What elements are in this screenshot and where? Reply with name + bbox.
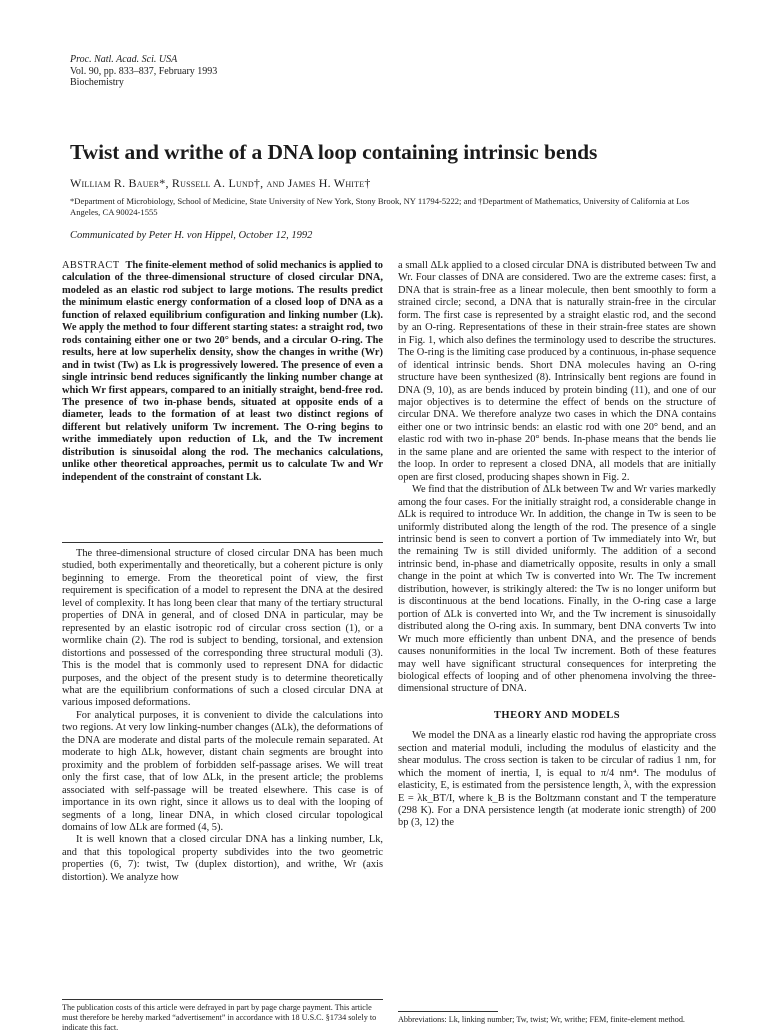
section-heading: THEORY AND MODELS (493, 709, 621, 721)
body-paragraph-continued: a small ΔLk applied to a closed circular DNA is distributed between Tw and Wr. Four classes of DNA are considered. Two are the extreme cases: first, a DNA that is strain-free as a linear molecule, then bent smoothly to form a strained circle; second, a DNA that is naturally strain-free in the circular form. The first case is represented by a straight elastic rod, and the second by an O-ring. Representations of these in their strain-free states are shown in Fig. 1, which also defines the terminology used to describe the structures. The O-ring is the limiting case produced by a continuous, in-phase sequence of identical intrinsic bends. Short DNA molecules having an O-ring structure have been synthesized (8). Intrinsically bent regions are found in DNA (9, 10), as are bends induced by protein binding (11), and one of our major objectives is to determine the effect of bends on the structure of circular DNA. We therefore analyze two cases in which the DNA contains either one or two intrinsic bends: an elastic rod with one 20° bend, and an elastic rod with two in-phase 20° bends. In-phase means that the bends lie in the same plane and are oriented the same with respect to the interior of the loop. In order to represent a closed DNA, all models that are initially open are first closed, producing shapes shown in Fig. 2. (398, 260, 716, 483)
journal-volume: Vol. 90, pp. 833–837, February 1993 (70, 65, 218, 77)
publication-cost-footnote: The publication costs of this article were defrayed in part by page charge payment. This article must therefore be hereby marked “advertisement” in accordance with 18 U.S.C. §1734 solely to indicate this fact. (62, 1003, 377, 1032)
left-column (62, 548, 383, 884)
abstract-text: The finite-element method of solid mechanics is applied to calculation of the three-dimensional structure of closed circular DNA, modeled as an elastic rod subject to large motions. The results predict the minimum elastic energy conformation of a closed loop of DNA as a function of relaxed equilibrium configuration and linking number (Lk). We apply the method to four different starting states: a straight rod, two rods containing either one or two 20° bends, and a circular O-ring. The results, here at low superhelix density, show the changes in writhe (Wr) and in twist (Tw) as Lk is progressively lowered. The presence of even a single intrinsic bend reduces significantly the linking number change at which Wr first appears, compared to an initially straight, bend-free rod. The presence of two in-phase bends, situated at opposite ends of a diameter, leads to the formation of at least two distinct regions of different but relatively uniform Tw increment. The O-ring begins to writhe immediately upon reduction of Lk, and the Tw increment distribution is sinusoidal along the rod. The mechanics calculations, unlike other theoretical approaches, permit us to calculate Tw and Wr independent of the constraint of constant Lk. (62, 260, 383, 483)
abstract-divider (62, 542, 383, 543)
theory-paragraph: We model the DNA as a linearly elastic rod having the appropriate cross section and material moduli, including the modulus of elasticity and the shear modulus. The cross section is taken to be circular of radius 1 nm, for which the moment of inertia, I, is equal to π/4 nm⁴. The modulus of elasticity, E, is estimated from the persistence length, λ, with the expression E = λk_BT/I, where k_B is the Boltzmann constant and T the temperature (298 K). For a DNA persistence length (at moderate ionic strength) of 200 bp (3, 12) the (398, 730, 716, 829)
abstract (62, 260, 383, 484)
footnote-divider-left (62, 999, 383, 1000)
journal-name: Proc. Natl. Acad. Sci. USA (70, 54, 178, 65)
author-list: William R. Bauer*, Russell A. Lund†, and James H. White† (70, 176, 371, 190)
journal-citation (70, 54, 217, 89)
article-title: Twist and writhe of a DNA loop containing intrinsic bends (70, 140, 598, 164)
abbreviations-footnote: Abbreviations: Lk, linking number; Tw, twist; Wr, writhe; FEM, finite-element method. (398, 1015, 685, 1024)
body-paragraph-4: We find that the distribution of ΔLk between Tw and Wr varies markedly among the four cases. For the initially straight rod, a considerable change in ΔLk is required to introduce Wr. In addition, the change in Tw is seen to be uniformly distributed along the length of the rod. The presence of a single intrinsic bend is seen to convert a portion of Tw immediately into Wr, but the remaining Tw is still divided uniformly. The addition of a second intrinsic bend, in-phase and diametrically opposite, results in only a small change in the point at which Tw is converted into Wr. The Tw increment distribution, however, is strikingly altered: the Tw is no longer uniform but is discontinuous at the bend locations. Finally, in the O-ring case a large portion of ΔLk is converted into Wr, and the Tw increment is sinusoidally distributed along the O-ring axis. In summary, bent DNA converts Tw into Wr much more efficiently than unbent DNA, and the presence of bends causes nonuniformities in the local Tw increment. Both of these features may well have significant structural consequences for interpreting the biological effects of looping and of other phenomena involving the three-dimensional structure of DNA. (398, 484, 716, 695)
journal-section: Biochemistry (70, 77, 124, 88)
author-affiliations: *Department of Microbiology, School of Medicine, State University of New York, Stony Brook, NY 11794-5222; and †Department of Mathematics, University of California at Los Angeles, CA 90024-1555 (70, 196, 690, 217)
body-paragraph-1: The three-dimensional structure of closed circular DNA has been much studied, both experimentally and theoretically, but a coherent picture is only beginning to emerge. From the theoretical point of view, the first requirement is specification of a model to represent the DNA at the desired level of complexity. It has long been clear that many of the tertiary structural properties of DNA in general, and of closed DNA in particular, may be represented by an elastic isotropic rod of circular cross section (1), or a wormlike chain (2). The rod is subject to bending, torsional, and extension distortions and possessed of the corresponding three structural moduli (3). This is the model that is commonly used to represent DNA for didactic purposes, and the object of the present study is to determine theoretically what are the equilibrium conformations of such a closed circular DNA at various imposed deformations. (62, 548, 383, 709)
right-column (398, 260, 716, 830)
abstract-label: ABSTRACT (62, 260, 120, 271)
body-paragraph-2: For analytical purposes, it is convenient to divide the calculations into two regions. At very low linking-number changes (ΔLk), the deformations of the DNA are moderate and distal parts of the molecule remain separated. At moderate to high ΔLk, however, distant chain segments are brought into proximity and the problem of forbidden self-passage arises. We will treat only the first case, that of low ΔLk, in the present article; the problems associated with self-passage will be treated elsewhere. This case is of importance in its own right, since it allows us to deal with the looping of segments of a long, linear DNA, in which closed circular topological domains of low ΔLk are formed (4, 5). (62, 709, 383, 833)
communicated-by: Communicated by Peter H. von Hippel, October 12, 1992 (70, 230, 313, 241)
body-paragraph-3: It is well known that a closed circular DNA has a linking number, Lk, and that this topological property subdivides into the two geometric properties (6, 7): twist, Tw (duplex distortion), and writhe, Wr (axis distortion). We analyze how (62, 834, 383, 883)
footnote-divider-right (398, 1011, 498, 1012)
